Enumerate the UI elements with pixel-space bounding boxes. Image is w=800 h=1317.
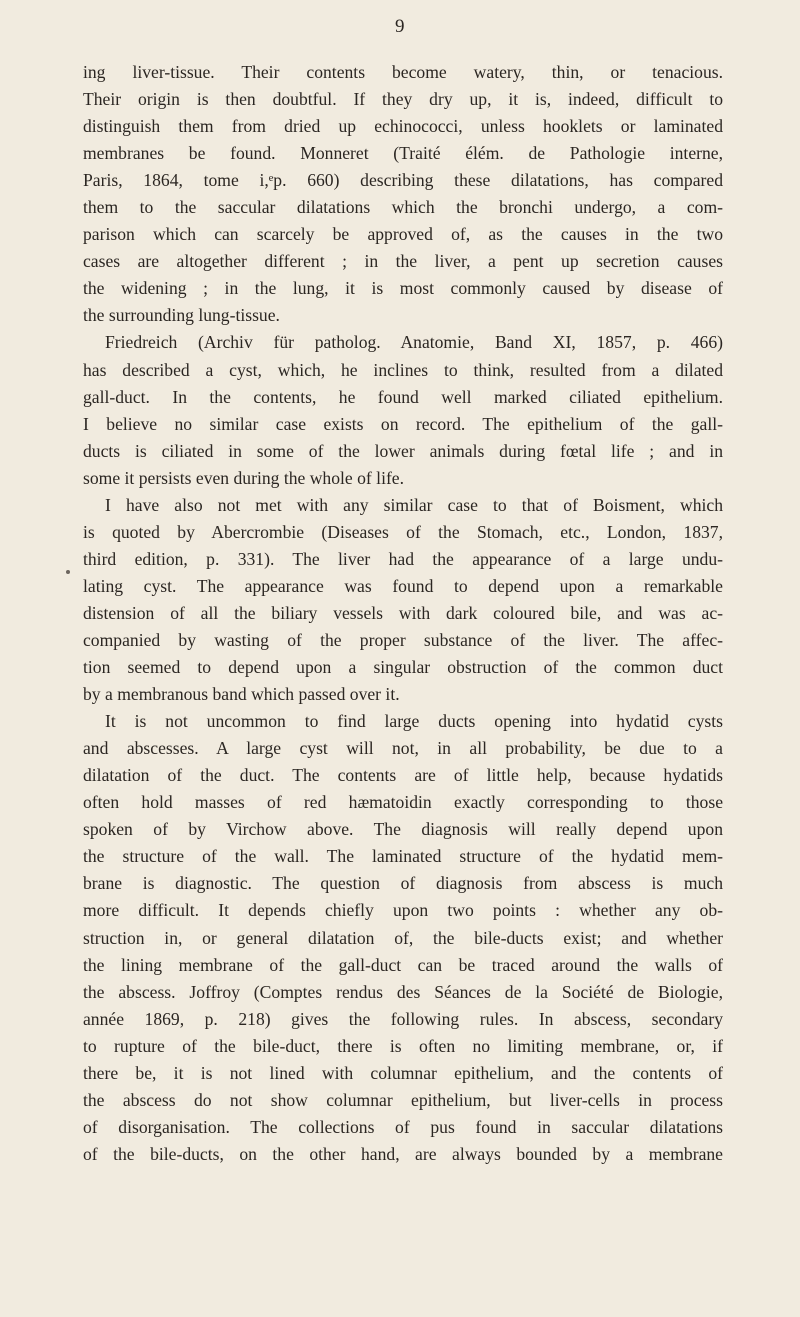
page-number: 9 xyxy=(395,16,405,37)
text-line: Their origin is then doubtful. If they dry up, it is, indeed, difficult to xyxy=(83,89,723,110)
text-line: ing liver-tissue. Their contents become watery, thin, or tenacious. xyxy=(83,62,723,82)
text-line: the surrounding lung-tissue. xyxy=(83,305,280,326)
text-line: them to the saccular dilatations which the bronchi undergo, a com- xyxy=(83,197,723,218)
text-line: parison which can scarcely be approved of, as the causes in the two xyxy=(83,224,723,245)
text-line: the structure of the wall. The laminated structure of the hydatid mem- xyxy=(83,846,723,867)
text-line: there be, it is not lined with columnar epithelium, and the contents of xyxy=(83,1062,723,1083)
text-line: the abscess. Joffroy (Comptes rendus des Séances de la Société de Biologie, xyxy=(83,981,723,1002)
text-line: ducts is ciliated in some of the lower animals during fœtal life ; and in xyxy=(83,440,723,461)
text-line: by a membranous band which passed over it. xyxy=(83,684,400,705)
text-line: Paris, 1864, tome i,ᵉp. 660) describing these dilatations, has compared xyxy=(83,170,723,191)
text-line: cases are altogether different ; in the liver, a pent up secretion causes xyxy=(83,251,723,272)
text-line: spoken of by Virchow above. The diagnosis will really depend upon xyxy=(83,819,723,840)
text-line: more difficult. It depends chiefly upon two points : whether any ob- xyxy=(83,900,723,921)
text-line: third edition, p. 331). The liver had the appearance of a large undu- xyxy=(83,548,723,569)
text-line: lating cyst. The appearance was found to depend upon a remarkable xyxy=(83,575,723,596)
text-line: tion seemed to depend upon a singular obstruction of the common duct xyxy=(83,657,723,678)
text-line: It is not uncommon to find large ducts opening into hydatid cysts xyxy=(105,711,723,732)
text-line: of the bile-ducts, on the other hand, are always bounded by a membrane xyxy=(83,1143,723,1164)
body-text xyxy=(83,59,723,1168)
text-line: dilatation of the duct. The contents are of little help, because hydatids xyxy=(83,765,723,786)
text-line: struction in, or general dilatation of, the bile-ducts exist; and whether xyxy=(83,927,723,948)
text-line: année 1869, p. 218) gives the following rules. In abscess, secondary xyxy=(83,1008,723,1029)
text-line: the abscess do not show columnar epithelium, but liver-cells in process xyxy=(83,1089,723,1110)
text-line: companied by wasting of the proper substance of the liver. The affec- xyxy=(83,629,723,650)
margin-mark xyxy=(66,570,70,574)
text-line: some it persists even during the whole of life. xyxy=(83,467,405,488)
text-line: often hold masses of red hæmatoidin exactly corresponding to those xyxy=(83,792,723,813)
text-line: to rupture of the bile-duct, there is often no limiting membrane, or, if xyxy=(83,1035,723,1056)
text-line: and abscesses. A large cyst will not, in all probability, be due to a xyxy=(83,738,723,759)
text-line: I believe no similar case exists on record. The epithelium of the gall- xyxy=(83,413,723,434)
text-line: the lining membrane of the gall-duct can be traced around the walls of xyxy=(83,954,723,975)
text-line: distension of all the biliary vessels with dark coloured bile, and was ac- xyxy=(83,602,723,623)
text-line: is quoted by Abercrombie (Diseases of the Stomach, etc., London, 1837, xyxy=(83,521,723,542)
text-line: gall-duct. In the contents, he found well marked ciliated epithelium. xyxy=(83,386,723,407)
text-line: I have also not met with any similar case to that of Boisment, which xyxy=(105,494,723,515)
text-line: has described a cyst, which, he inclines to think, resulted from a dilated xyxy=(83,359,723,380)
text-line: Friedreich (Archiv für patholog. Anatomie, Band XI, 1857, p. 466) xyxy=(105,332,723,353)
text-line: distinguish them from dried up echinococci, unless hooklets or laminated xyxy=(83,116,723,137)
text-line: of disorganisation. The collections of pus found in saccular dilatations xyxy=(83,1116,723,1137)
text-line: the widening ; in the lung, it is most commonly caused by disease of xyxy=(83,278,723,299)
text-line: brane is diagnostic. The question of diagnosis from abscess is much xyxy=(83,873,723,894)
text-line: membranes be found. Monneret (Traité élém. de Pathologie interne, xyxy=(83,143,723,164)
